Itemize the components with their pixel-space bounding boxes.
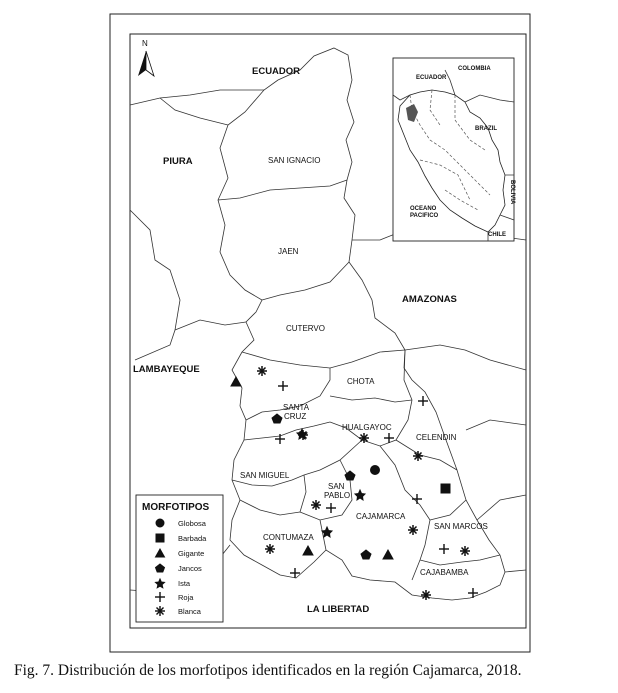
province-label-cajamarca: CAJAMARCA — [356, 512, 406, 521]
figure-caption: Fig. 7. Distribución de los morfotipos identificados en la región Cajamarca, 2018. — [14, 662, 522, 679]
asterisk-icon — [413, 451, 423, 461]
asterisk-icon — [421, 590, 431, 600]
region-label-ecuador: ECUADOR — [252, 66, 301, 77]
legend-asterisk-icon — [155, 606, 165, 616]
inset-label-ecuador: ECUADOR — [416, 75, 447, 81]
legend-label-ista: Ista — [178, 579, 191, 588]
province-label-cutervo: CUTERVO — [286, 324, 325, 333]
asterisk-icon — [311, 500, 321, 510]
asterisk-icon — [408, 525, 418, 535]
asterisk-icon — [460, 546, 470, 556]
legend-label-barbada: Barbada — [178, 534, 207, 543]
province-label-san-miguel: SAN MIGUEL — [240, 471, 290, 480]
province-label-contumaza: CONTUMAZA — [263, 533, 314, 542]
region-label-la-libertad: LA LIBERTAD — [307, 604, 370, 615]
north-label: N — [142, 39, 148, 48]
province-label-san-marcos: SAN MARCOS — [434, 522, 488, 531]
asterisk-icon — [257, 366, 267, 376]
province-label-san-pablo-1: SAN — [328, 482, 345, 491]
province-label-chota: CHOTA — [347, 377, 375, 386]
province-label-san-pablo-2: PABLO — [324, 491, 351, 500]
inset-label-colombia: COLOMBIA — [458, 66, 491, 72]
inset-label-oceano-2: PACIFICO — [410, 213, 439, 219]
legend-label-gigante: Gigante — [178, 549, 205, 558]
province-label-santa-cruz-1: SANTA — [283, 403, 310, 412]
asterisk-icon — [359, 433, 369, 443]
province-label-santa-cruz-2: CRUZ — [284, 412, 307, 421]
region-label-amazonas: AMAZONAS — [402, 294, 457, 305]
legend-label-roja: Roja — [178, 593, 194, 602]
asterisk-icon — [298, 430, 308, 440]
inset-label-brazil: BRAZIL — [475, 126, 497, 132]
legend-label-blanca: Blanca — [178, 607, 201, 616]
square-icon — [441, 484, 450, 493]
asterisk-icon — [265, 544, 275, 554]
legend-circle-icon — [156, 519, 164, 527]
inset-label-oceano-1: OCEANO — [410, 206, 437, 212]
legend-label-jancos: Jancos — [178, 564, 202, 573]
province-label-cajabamba: CAJABAMBA — [420, 568, 469, 577]
legend-square-icon — [156, 534, 164, 542]
province-label-celendin: CELENDIN — [416, 433, 457, 442]
inset-label-bolivia: BOLIVIA — [509, 180, 515, 205]
legend-box — [136, 495, 223, 622]
province-label-jaen: JAEN — [278, 247, 299, 256]
region-label-piura: PIURA — [163, 156, 193, 167]
legend-label-globosa: Globosa — [178, 519, 206, 528]
region-label-lambayeque: LAMBAYEQUE — [133, 364, 200, 375]
inset-label-chile: CHILE — [488, 232, 506, 238]
province-label-san-ignacio: SAN IGNACIO — [268, 156, 321, 165]
province-label-hualgayoc: HUALGAYOC — [342, 423, 392, 432]
circle-icon — [371, 466, 380, 475]
legend-title: MORFOTIPOS — [142, 502, 210, 513]
legend — [136, 495, 223, 622]
